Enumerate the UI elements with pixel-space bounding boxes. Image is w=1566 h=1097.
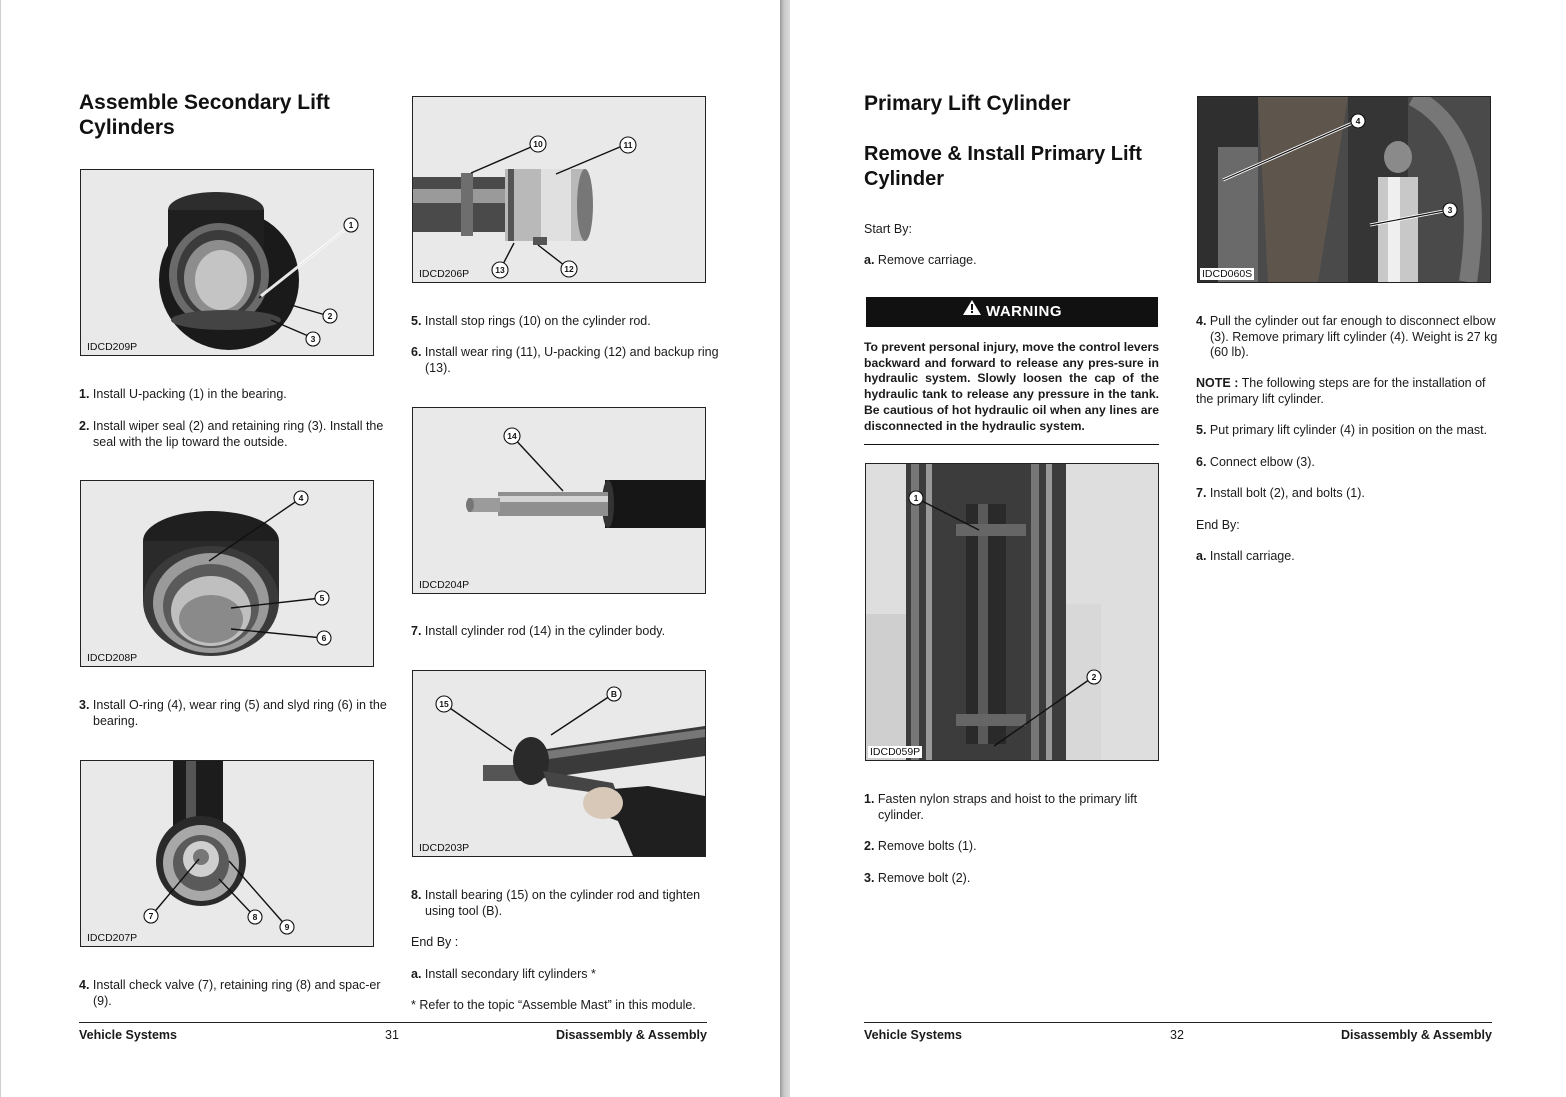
bearing-tool-photo — [413, 671, 705, 856]
page-number: 32 — [1170, 1028, 1184, 1042]
callout-1 — [344, 218, 358, 232]
svg-text:11: 11 — [623, 140, 633, 150]
figure-cylinder-rod — [412, 407, 706, 594]
figure-caption: IDCD208P — [87, 652, 138, 664]
warning-text: To prevent personal injury, move the control levers backward and forward to release any pres-sure in hydraulic system. Slowly loosen the cap of the hydraulic tank to release any pressure in the tank. Be cautious of hot hydraulic oil when any lines are disconnected in the hydraulic system. — [864, 340, 1159, 433]
section-title: Remove & Install Primary Lift Cylinder — [864, 143, 1142, 190]
footer-right: Disassembly & Assembly — [555, 1028, 707, 1042]
callout-12 — [561, 261, 577, 277]
svg-text:3: 3 — [1447, 205, 1453, 215]
figure-caption: IDCD203P — [419, 842, 470, 854]
right-page — [790, 0, 1566, 1097]
warning-header — [866, 297, 1158, 327]
page-number: 31 — [385, 1028, 399, 1042]
piston-photo — [413, 97, 705, 282]
callout-8 — [248, 910, 262, 924]
end-by-label: End By: — [1196, 518, 1240, 532]
svg-text:5: 5 — [319, 593, 325, 603]
callout-2 — [323, 309, 337, 323]
callout-7 — [144, 909, 158, 923]
check-valve-photo — [81, 761, 373, 946]
callout-2 — [1087, 670, 1101, 684]
step-7: 7. Install bolt (2), and bolts (1). — [1196, 486, 1365, 500]
step-1: 1. Install U-packing (1) in the bearing. — [79, 387, 287, 401]
end-by-item: a. Install secondary lift cylinders * — [411, 967, 596, 981]
svg-text:6: 6 — [321, 633, 327, 643]
warning-label: WARNING — [986, 303, 1062, 321]
figure-bearing-tool — [412, 670, 706, 857]
svg-text:B: B — [610, 689, 618, 699]
callout-15 — [436, 696, 452, 712]
start-by-item: a. Remove carriage. — [864, 253, 977, 267]
figure-caption: IDCD207P — [87, 932, 138, 944]
figure-piston-rings — [412, 96, 706, 283]
warning-triangle-icon — [962, 297, 982, 327]
svg-text:12: 12 — [564, 264, 574, 274]
figure-bearing-seal — [80, 169, 374, 356]
callout-13 — [492, 262, 508, 278]
callout-10 — [530, 136, 546, 152]
step-4: 4. Install check valve (7), retaining ring (8) and spac-er (9). — [79, 978, 381, 1008]
svg-text:2: 2 — [1091, 672, 1097, 682]
footer-right: Disassembly & Assembly — [1340, 1028, 1492, 1042]
figure-caption: IDCD204P — [419, 579, 470, 591]
svg-text:14: 14 — [507, 431, 517, 441]
footnote: * Refer to the topic “Assemble Mast” in this module. — [411, 998, 696, 1012]
svg-text:2: 2 — [327, 311, 333, 321]
svg-text:4: 4 — [1355, 116, 1361, 126]
cylinder-elbow-photo — [1198, 97, 1490, 282]
mast-photo — [866, 464, 1158, 760]
callout-5 — [315, 591, 329, 605]
start-by-label: Start By: — [864, 222, 912, 236]
bearing-photo — [81, 170, 373, 355]
svg-text:13: 13 — [495, 265, 505, 275]
left-page — [0, 0, 781, 1097]
svg-text:8: 8 — [252, 912, 258, 922]
page-gutter — [780, 0, 790, 1097]
callout-b — [607, 687, 621, 701]
svg-text:3: 3 — [310, 334, 316, 344]
figure-cylinder-elbow — [1197, 96, 1491, 283]
svg-text:7: 7 — [148, 911, 154, 921]
step-8: 8. Install bearing (15) on the cylinder rod and tighten using tool (B). — [411, 888, 701, 918]
svg-text:1: 1 — [348, 220, 354, 230]
callout-3 — [306, 332, 320, 346]
footer-rule — [864, 1022, 1492, 1023]
step-3: 3. Remove bolt (2). — [864, 871, 971, 885]
callout-4 — [1351, 114, 1365, 128]
figure-caption: IDCD209P — [87, 341, 138, 353]
step-7: 7. Install cylinder rod (14) in the cylinder body. — [411, 624, 666, 638]
callout-1 — [909, 491, 923, 505]
callout-14 — [504, 428, 520, 444]
footer-rule — [79, 1022, 707, 1023]
figure-check-valve — [80, 760, 374, 947]
svg-text:1: 1 — [913, 493, 919, 503]
step-6: 6. Install wear ring (11), U-packing (12) and backup ring (13). — [411, 345, 719, 375]
footer-left: Vehicle Systems — [79, 1028, 177, 1042]
bearing-rings-photo — [81, 481, 373, 666]
footer-left: Vehicle Systems — [864, 1028, 962, 1042]
step-4: 4. Pull the cylinder out far enough to disconnect elbow (3). Remove primary lift cylinder (4). Weight is 27 kg (60 lb). — [1196, 314, 1498, 359]
cylinder-rod-photo — [413, 408, 705, 593]
step-2: 2. Install wiper seal (2) and retaining ring (3). Install the seal with the lip toward the outside. — [79, 419, 384, 449]
step-3: 3. Install O-ring (4), wear ring (5) and slyd ring (6) in the bearing. — [79, 698, 387, 728]
svg-text:9: 9 — [284, 922, 290, 932]
figure-mast — [865, 463, 1159, 761]
step-2: 2. Remove bolts (1). — [864, 839, 977, 853]
step-5: 5. Install stop rings (10) on the cylinder rod. — [411, 314, 651, 328]
svg-text:4: 4 — [298, 493, 304, 503]
page-title: Assemble Secondary Lift Cylinders — [79, 91, 330, 139]
callout-6 — [317, 631, 331, 645]
callout-11 — [620, 137, 636, 153]
figure-caption: IDCD206P — [419, 268, 470, 280]
page-title: Primary Lift Cylinder — [864, 92, 1071, 115]
step-5: 5. Put primary lift cylinder (4) in position on the mast. — [1196, 423, 1488, 437]
warning-rule — [864, 444, 1159, 445]
step-6: 6. Connect elbow (3). — [1196, 455, 1315, 469]
callout-3 — [1443, 203, 1457, 217]
end-by-label: End By : — [411, 935, 459, 949]
figure-bearing-rings — [80, 480, 374, 667]
callout-4 — [294, 491, 308, 505]
step-1: 1. Fasten nylon straps and hoist to the primary lift cylinder. — [864, 792, 1138, 822]
figure-caption: IDCD060S — [1202, 268, 1253, 280]
svg-text:15: 15 — [439, 699, 449, 709]
callout-9 — [280, 920, 294, 934]
figure-caption: IDCD059P — [870, 746, 921, 758]
svg-text:10: 10 — [533, 139, 543, 149]
end-by-item: a. Install carriage. — [1196, 549, 1295, 563]
note: NOTE : The following steps are for the installation of the primary lift cylinder. — [1196, 376, 1486, 406]
